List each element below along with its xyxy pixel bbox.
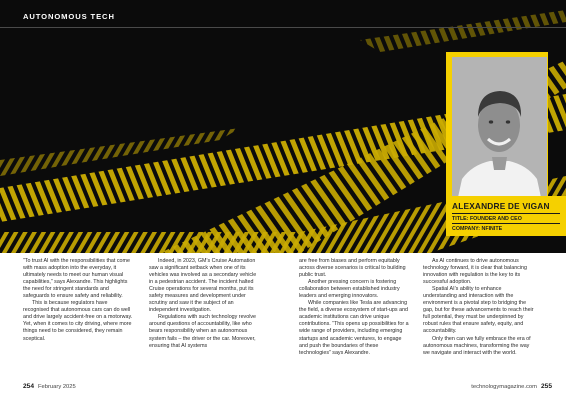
paragraph: “To trust AI with the responsibilities that come with mass adoption into the everyday, it ultimately needs to meet our human visual capabilities,” says Alexandre. This highlights the need for stringent standards and safeguards to ensure safety and reliability. [23,258,130,300]
profile-card [446,196,566,236]
footer-left [23,383,76,390]
paragraph: As AI continues to drive autonomous technology forward, it is clear that balancing innovation with regulation is the key to its successful adoption. [423,258,527,286]
profile-name: ALEXANDRE DE VIGAN [452,201,550,211]
portrait-photo [452,57,547,202]
website-url: technologymagazine.com [471,384,537,390]
paragraph: Regulations with such technology revolve around questions of accountability, like who bears responsibility when an autonomous system fails – the driver or the car. Moreover, ensuring that AI systems [149,314,257,349]
paragraph: This is because regulators have recognised that autonomous cars can do well and drive largely accident-free on a motorway. Yet, when it comes to city driving, where more things need to be considered, they remain sceptical. [23,300,133,342]
portrait-icon [452,57,547,202]
profile-divider [452,213,560,214]
footer-right [471,383,552,390]
article-column-3 [299,258,411,357]
paragraph: While companies like Tesla are advancing the field, a diverse ecosystem of start-ups and academic institutions can drive unique contributions. “This opens up possibilities for a wide range of providers, including emerging startups and academic ventures, to engage and push the boundaries of these technologies” says Alexandre. [299,300,409,356]
article-column-1 [23,258,135,343]
section-divider [0,27,566,28]
page-number-right: 255 [540,383,552,390]
profile-title: TITLE: FOUNDER AND CEO [452,216,522,222]
paragraph: are free from biases and perform equitably across diverse scenarios is critical to building public trust. [299,258,406,279]
profile-company: COMPANY: NFINITE [452,226,503,232]
section-label: AUTONOMOUS TECH [23,12,115,21]
paragraph: Indeed, in 2023, GM’s Cruise Automation saw a significant setback when one of its vehicles was involved as a secondary vehicle in a pedestrian accident. The incident halted Cruise operations for several months, put its safety measures and development under scrutiny and saw it the subject of an independent investigation. [149,258,257,314]
profile-divider [452,223,560,224]
page-number-left: 254 [23,383,35,390]
issue-date: February 2025 [38,384,76,390]
paragraph: Another pressing concern is fostering collaboration between established industry leaders and emerging innovators. [299,279,400,300]
article-column-4 [423,258,535,357]
article-column-2 [149,258,261,350]
paragraph: Only then can we fully embrace the era of autonomous machines, transforming the way we navigate and interact with the world. [423,335,531,356]
paragraph: Spatial AI’s ability to enhance understanding and interaction with the environment is a pivotal step to bridging the gap, but for these advancements to reach their full potential, they must be underpinned by robust rules that ensure safety, equity, and accountability. [423,286,534,335]
